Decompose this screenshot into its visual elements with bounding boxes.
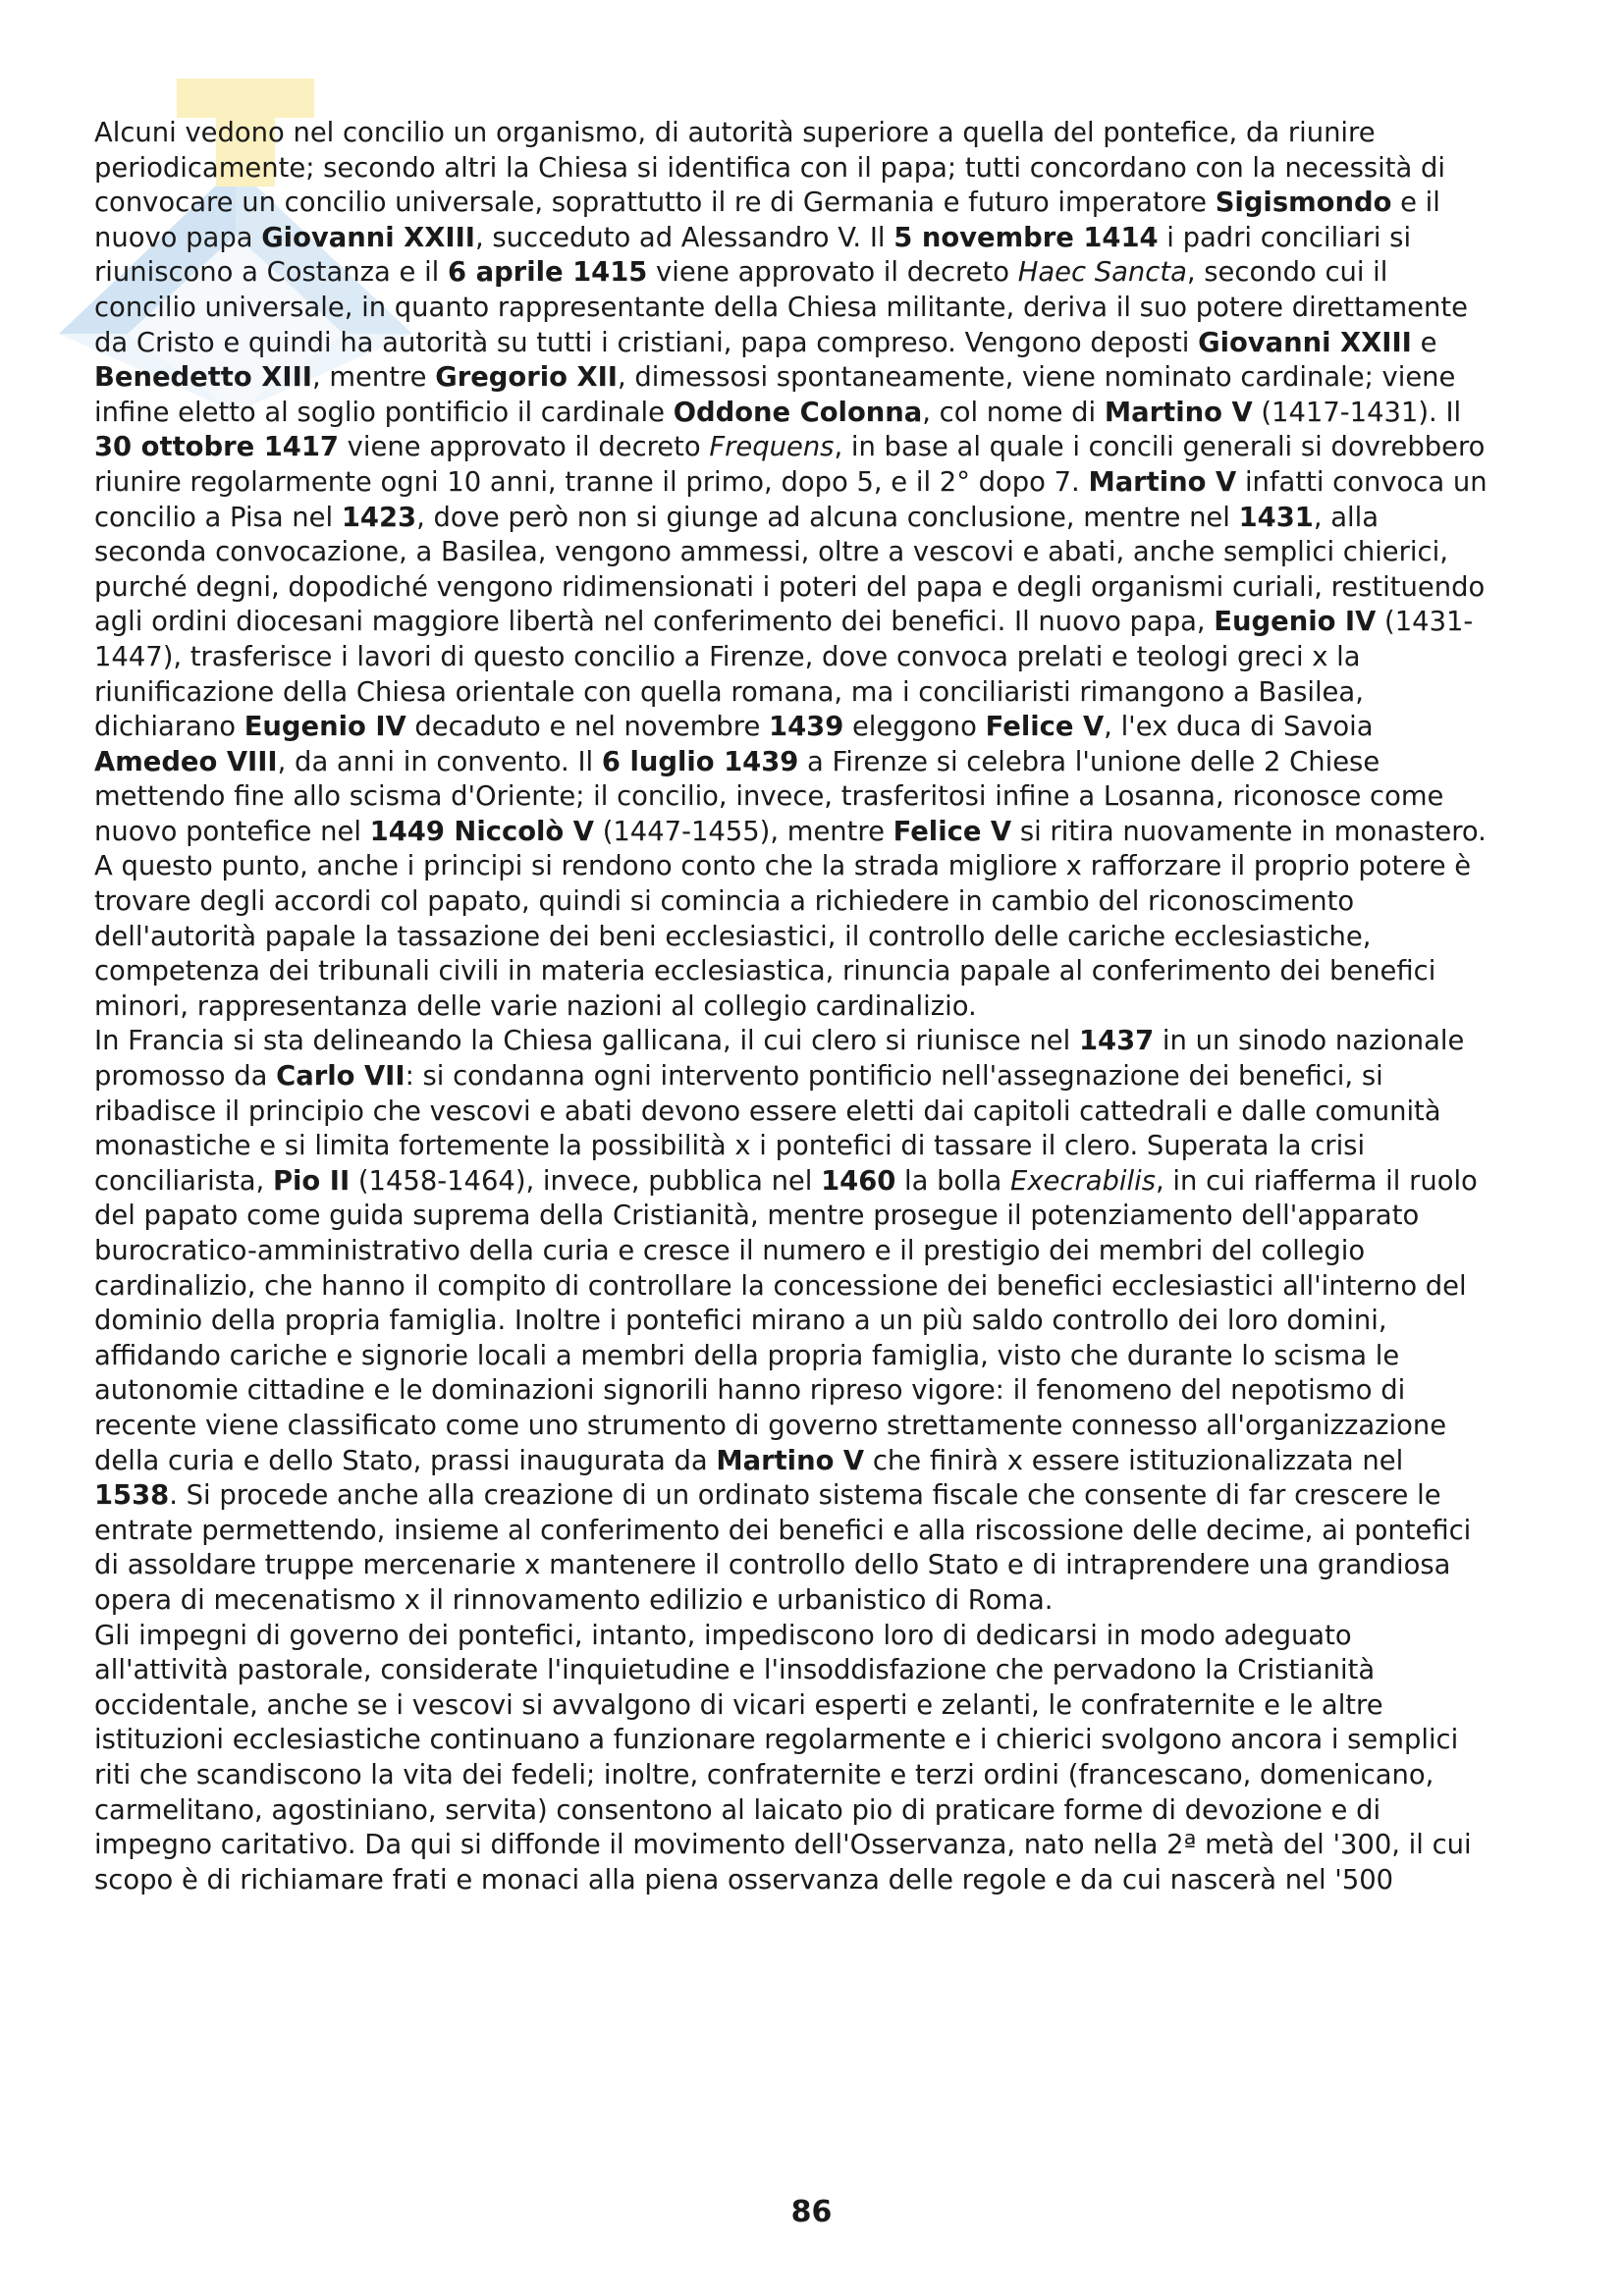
paragraph xyxy=(94,116,1488,1024)
body-text: , succeduto ad Alessandro V. Il xyxy=(474,222,894,253)
bold-text: 30 ottobre 1417 xyxy=(94,432,339,463)
bold-text: 1460 xyxy=(821,1165,896,1197)
bold-text: 6 luglio 1439 xyxy=(601,746,799,777)
bold-text: Martino V xyxy=(1104,397,1253,428)
italic-text: Execrabilis xyxy=(1010,1165,1156,1197)
paragraph xyxy=(94,1619,1488,1898)
bold-text: Amedeo VIII xyxy=(94,746,278,777)
body-text: viene approvato il decreto xyxy=(338,432,710,463)
bold-text: Eugenio IV xyxy=(243,712,406,743)
body-text: e xyxy=(1411,327,1437,358)
bold-text: Eugenio IV xyxy=(1214,607,1377,638)
bold-text: Carlo VII xyxy=(276,1061,406,1093)
bold-text: 1423 xyxy=(341,502,417,533)
bold-text: 5 novembre 1414 xyxy=(893,222,1159,253)
body-text: , col nome di xyxy=(922,397,1105,428)
body-text: e il nuovo papa xyxy=(94,187,1440,253)
page-number: 86 xyxy=(790,2195,833,2229)
body-text: (1431-1447), trasferisce i lavori di questo concilio a Firenze, dove convoca prelati e teologi greci x la riunificazione della Chiesa orientale con quella romana, ma i conciliaristi rimangono a Basilea, dichiarano xyxy=(94,607,1474,743)
body-text: Gli impegni di governo dei pontefici, intanto, impediscono loro di dedicarsi in modo adeguato all'attività pastorale, considerate l'inquietudine e l'insoddisfazione che pervadono la Cristianità occidentale, anche se i vescovi si avvalgono di vicari esperti e zelanti, le confraternite e le altre istituzioni ecclesiastiche continuano a funzionare regolarmente e i chierici svolgono ancora i semplici riti che scandiscono la vita dei fedeli; inoltre, confraternite e terzi ordini (francescano, domenicano, carmelitano, agostiniano, servita) consentono al laicato pio di praticare forme di devozione e di impegno caritativo. Da qui si diffonde il movimento dell'Osservanza, nato nella 2ª metà del '300, il cui scopo è di richiamare frati e monaci alla piena osservanza delle regole e da cui nascerà nel '500 xyxy=(94,1620,1472,1896)
bold-text: Pio II xyxy=(272,1165,351,1197)
bold-text: 1538 xyxy=(94,1480,170,1512)
body-text: (1458-1464), invece, pubblica nel xyxy=(350,1165,822,1197)
paragraph xyxy=(94,1024,1488,1618)
bold-text: Giovanni XXIII xyxy=(1198,327,1412,358)
bold-text: Sigismondo xyxy=(1215,187,1392,219)
body-text: , l'ex duca di Savoia xyxy=(1104,712,1374,743)
bold-text: 1437 xyxy=(1078,1026,1155,1057)
body-text: infatti convoca un concilio a Pisa nel xyxy=(94,466,1488,533)
body-text: . Si procede anche alla creazione di un ordinato sistema fiscale che consente di far crescere le entrate permettendo, insieme al conferimento dei benefici e alla riscossione delle decime, ai pontefici di assoldare truppe mercenarie x mantenere il controllo dello Stato e di intraprendere una grandiosa opera di mecenatismo x il rinnovamento edilizio e urbanistico di Roma. xyxy=(94,1480,1472,1616)
body-text: , dove però non si giunge ad alcuna conclusione, mentre nel xyxy=(416,502,1239,533)
body-text: In Francia si sta delineando la Chiesa gallicana, il cui clero si riunisce nel xyxy=(94,1026,1079,1057)
bold-text: 1431 xyxy=(1238,502,1314,533)
body-text: a Firenze si celebra l'unione delle 2 Chiese mettendo fine allo scisma d'Oriente; il concilio, invece, trasferitosi infine a Losanna, riconosce come nuovo pontefice nel xyxy=(94,746,1444,847)
body-text: i padri conciliari si riuniscono a Costanza e il xyxy=(94,222,1412,289)
body-text: , in base al quale i concili generali si dovrebbero riunire regolarmente ogni 10 anni, tranne il primo, dopo 5, e il 2° dopo 7. xyxy=(94,432,1486,498)
body-text: , secondo cui il concilio universale, in quanto rappresentante della Chiesa militante, deriva il suo potere direttamente da Cristo e quindi ha autorità su tutti i cristiani, papa compreso. Vengono deposti xyxy=(94,257,1468,358)
body-text: , alla seconda convocazione, a Basilea, vengono ammessi, oltre a vescovi e abati, anche semplici chierici, purché degni, dopodiché vengono ridimensionati i poteri del papa e degli organismi curiali, restituendo agli ordini diocesani maggiore libertà nel conferimento dei benefici. Il nuovo papa, xyxy=(94,502,1486,638)
document-body xyxy=(94,116,1488,1897)
bold-text: Benedetto XIII xyxy=(94,362,312,394)
body-text: che finirà x essere istituzionalizzata nel xyxy=(864,1445,1404,1476)
bold-text: Martino V xyxy=(716,1445,865,1476)
body-text: in un sinodo nazionale promosso da xyxy=(94,1026,1465,1093)
body-text: Alcuni vedono nel concilio un organismo, di autorità superiore a quella del pontefice, da riunire periodicamente; secondo altri la Chiesa si identifica con il papa; tutti concordano con la necessità di convocare un concilio universale, soprattutto il re di Germania e futuro imperatore xyxy=(94,118,1445,219)
body-text: (1447-1455), mentre xyxy=(593,816,893,847)
body-text: viene approvato il decreto xyxy=(647,257,1018,289)
bold-text: Gregorio XII xyxy=(435,362,618,394)
bold-text: Giovanni XXIII xyxy=(261,222,475,253)
bold-text: Felice V xyxy=(985,712,1105,743)
body-text: , mentre xyxy=(311,362,436,394)
italic-text: Haec Sancta xyxy=(1017,257,1187,289)
bold-text: 6 aprile 1415 xyxy=(448,257,648,289)
bold-text: Martino V xyxy=(1088,466,1237,498)
bold-text: Oddone Colonna xyxy=(673,397,923,428)
bold-text: 1439 xyxy=(769,712,844,743)
body-text: la bolla xyxy=(895,1165,1011,1197)
body-text: , in cui riafferma il ruolo del papato come guida suprema della Cristianità, mentre prosegue il potenziamento dell'apparato burocratico-amministrativo della curia e cresce il numero e il prestigio dei membri del collegio cardinalizio, che hanno il compito di controllare la concessione dei benefici ecclesiastici all'interno del dominio della propria famiglia. Inoltre i pontefici mirano a un più saldo controllo dei loro domini, affidando cariche e signorie locali a membri della propria famiglia, visto che durante lo scisma le autonomie cittadine e le dominazioni signorili hanno ripreso vigore: il fenomeno del nepotismo di recente viene classificato come uno strumento di governo strettamente connesso all'organizzazione della curia e dello Stato, prassi inaugurata da xyxy=(94,1165,1478,1476)
body-text: : si condanna ogni intervento pontificio nell'assegnazione dei benefici, si ribadisce il principio che vescovi e abati devono essere eletti dai capitoli cattedrali e dalle comunità monastiche e si limita fortemente la possibilità x i pontefici di tassare il clero. Superata la crisi conciliarista, xyxy=(94,1061,1441,1197)
bold-text: 1449 Niccolò V xyxy=(369,816,594,847)
body-text: , dimessosi spontaneamente, viene nominato cardinale; viene infine eletto al soglio pontificio il cardinale xyxy=(94,362,1456,428)
body-text: si ritira nuovamente in monastero. A questo punto, anche i principi si rendono conto che la strada migliore x rafforzare il proprio potere è trovare degli accordi col papato, quindi si comincia a richiedere in cambio del riconoscimento dell'autorità papale la tassazione dei beni ecclesiastici, il controllo delle cariche ecclesiastiche, competenza dei tribunali civili in materia ecclesiastica, rinuncia papale al conferimento dei benefici minori, rappresentanza delle varie nazioni al collegio cardinalizio. xyxy=(94,816,1487,1022)
body-text: decaduto e nel novembre xyxy=(406,712,770,743)
body-text: eleggono xyxy=(843,712,986,743)
bold-text: Felice V xyxy=(893,816,1012,847)
italic-text: Frequens xyxy=(709,432,835,463)
body-text: (1417-1431). Il xyxy=(1252,397,1462,428)
body-text: , da anni in convento. Il xyxy=(277,746,602,777)
